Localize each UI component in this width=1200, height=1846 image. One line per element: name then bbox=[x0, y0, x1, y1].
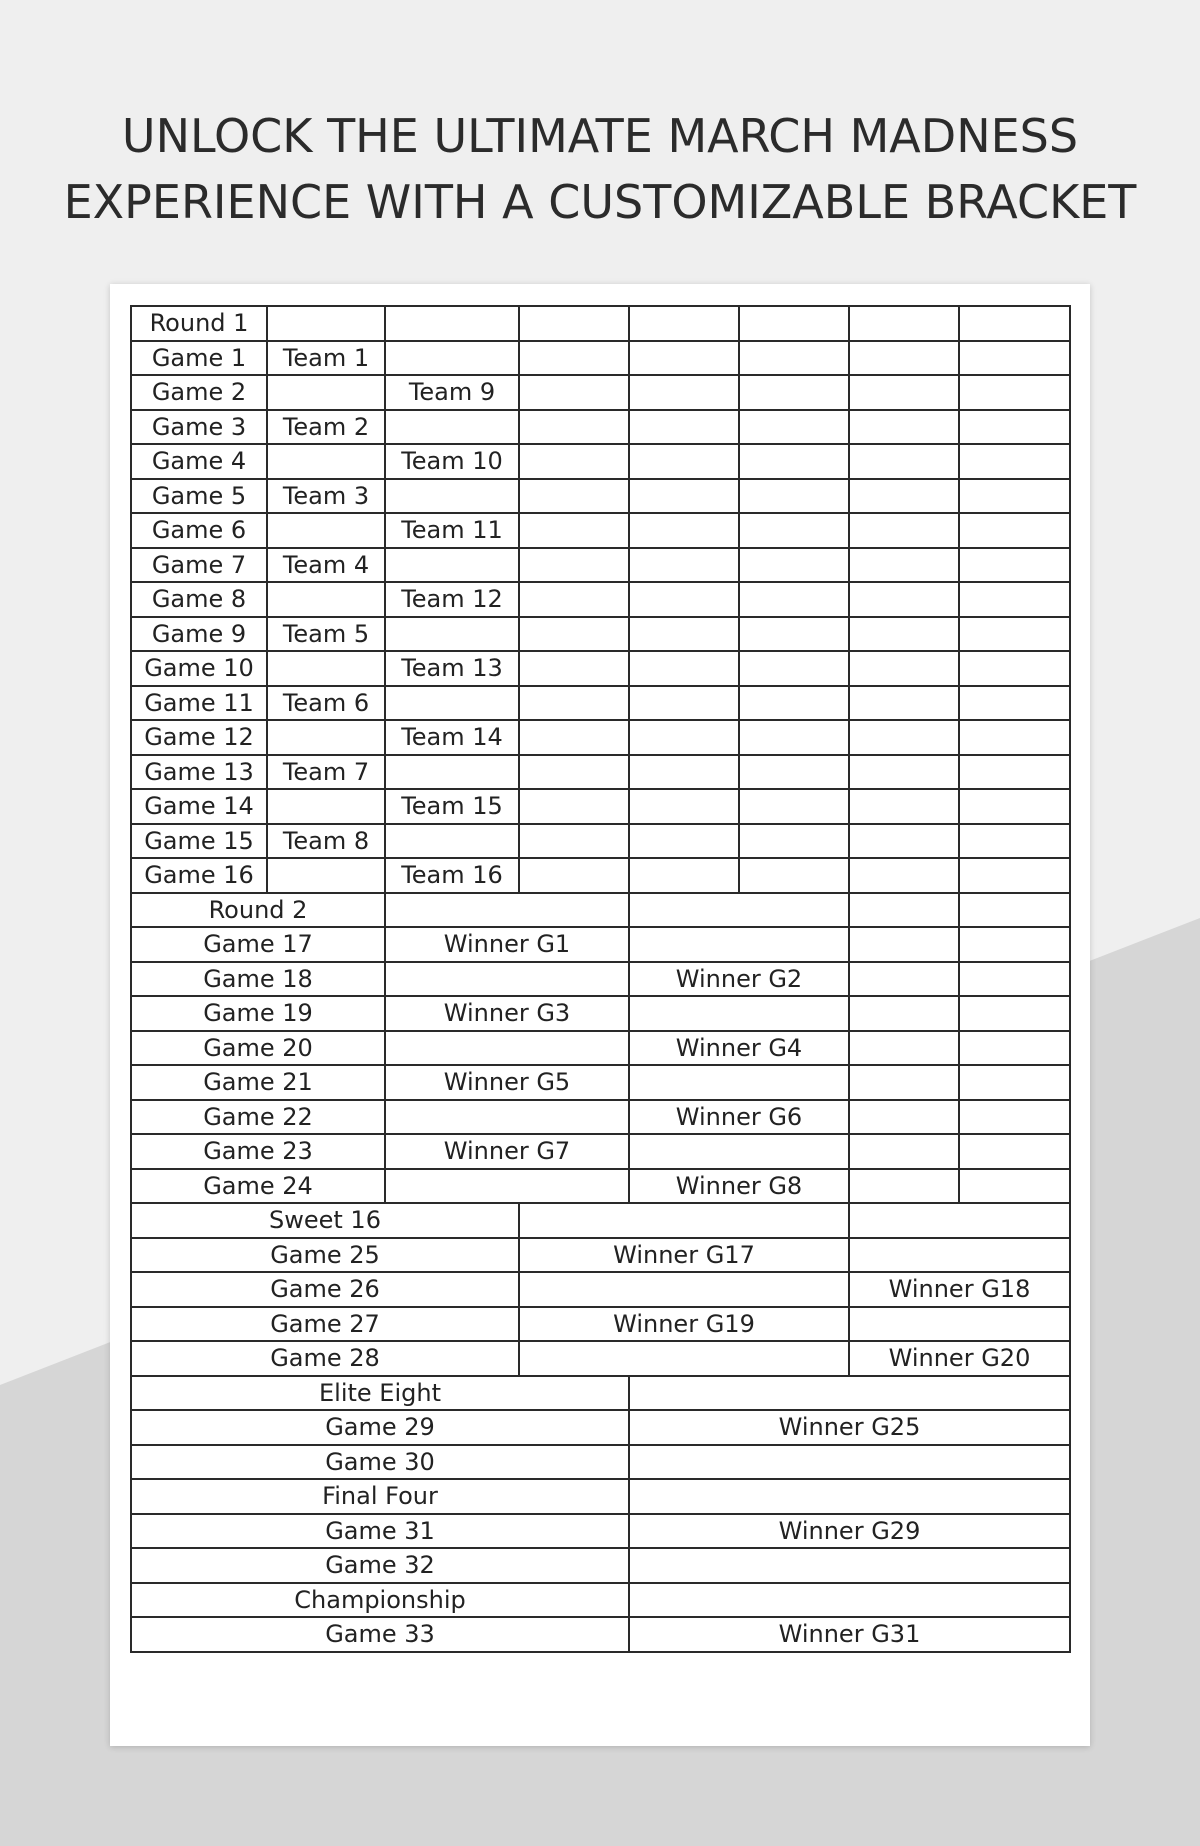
game-label: Game 29 bbox=[131, 1410, 629, 1445]
empty-cell[interactable] bbox=[267, 306, 385, 341]
empty-cell[interactable] bbox=[739, 582, 849, 617]
empty-cell[interactable] bbox=[849, 686, 959, 721]
game-label: Game 17 bbox=[131, 927, 385, 962]
game-label: Game 14 bbox=[131, 789, 267, 824]
team-cell[interactable]: Team 15 bbox=[385, 789, 519, 824]
empty-cell[interactable] bbox=[629, 1583, 1070, 1618]
empty-cell[interactable] bbox=[629, 686, 739, 721]
empty-cell[interactable] bbox=[739, 410, 849, 445]
winner-cell[interactable] bbox=[519, 1341, 849, 1376]
empty-cell[interactable] bbox=[519, 306, 629, 341]
team-cell[interactable]: Team 3 bbox=[267, 479, 385, 514]
table-row bbox=[131, 410, 1070, 445]
game-label: Game 23 bbox=[131, 1134, 385, 1169]
page-title-line-2: EXPERIENCE WITH A CUSTOMIZABLE BRACKET bbox=[63, 175, 1137, 229]
empty-cell[interactable] bbox=[629, 789, 739, 824]
winner-cell[interactable]: Winner G4 bbox=[629, 1031, 849, 1066]
table-row bbox=[131, 996, 1070, 1031]
empty-cell[interactable] bbox=[739, 617, 849, 652]
empty-cell[interactable] bbox=[739, 755, 849, 790]
game-label: Game 30 bbox=[131, 1445, 629, 1480]
empty-cell[interactable] bbox=[849, 582, 959, 617]
empty-cell[interactable] bbox=[849, 789, 959, 824]
empty-cell[interactable] bbox=[385, 306, 519, 341]
winner-cell[interactable]: Winner G20 bbox=[849, 1341, 1070, 1376]
game-label: Game 4 bbox=[131, 444, 267, 479]
team-cell[interactable] bbox=[385, 824, 519, 859]
empty-cell[interactable] bbox=[849, 513, 959, 548]
team-cell[interactable] bbox=[267, 582, 385, 617]
winner-cell[interactable]: Winner G8 bbox=[629, 1169, 849, 1204]
game-label: Game 28 bbox=[131, 1341, 519, 1376]
empty-cell[interactable] bbox=[519, 444, 629, 479]
team-cell[interactable]: Team 11 bbox=[385, 513, 519, 548]
table-row bbox=[131, 1031, 1070, 1066]
empty-cell[interactable] bbox=[629, 444, 739, 479]
table-row bbox=[131, 479, 1070, 514]
empty-cell[interactable] bbox=[629, 651, 739, 686]
empty-cell[interactable] bbox=[739, 686, 849, 721]
team-cell[interactable] bbox=[385, 617, 519, 652]
round2-header-row bbox=[131, 893, 1070, 928]
empty-cell[interactable] bbox=[519, 410, 629, 445]
empty-cell[interactable] bbox=[959, 1100, 1070, 1135]
empty-cell[interactable] bbox=[629, 513, 739, 548]
team-cell[interactable]: Team 6 bbox=[267, 686, 385, 721]
empty-cell[interactable] bbox=[629, 479, 739, 514]
empty-cell[interactable] bbox=[739, 444, 849, 479]
table-row bbox=[131, 962, 1070, 997]
game-label: Game 7 bbox=[131, 548, 267, 583]
team-cell[interactable] bbox=[267, 513, 385, 548]
game-label: Game 2 bbox=[131, 375, 267, 410]
table-row bbox=[131, 375, 1070, 410]
empty-cell[interactable] bbox=[629, 617, 739, 652]
empty-cell[interactable] bbox=[629, 1479, 1070, 1514]
team-cell[interactable]: Team 8 bbox=[267, 824, 385, 859]
empty-cell[interactable] bbox=[519, 375, 629, 410]
empty-cell[interactable] bbox=[629, 341, 739, 376]
empty-cell[interactable] bbox=[519, 755, 629, 790]
team-cell[interactable] bbox=[385, 479, 519, 514]
team-cell[interactable]: Team 12 bbox=[385, 582, 519, 617]
table-row bbox=[131, 651, 1070, 686]
winner-cell[interactable] bbox=[849, 1307, 1070, 1342]
empty-cell[interactable] bbox=[959, 1031, 1070, 1066]
table-row bbox=[131, 789, 1070, 824]
team-cell[interactable]: Team 13 bbox=[385, 651, 519, 686]
empty-cell[interactable] bbox=[739, 720, 849, 755]
table-row bbox=[131, 582, 1070, 617]
round1-header-row bbox=[131, 306, 1070, 341]
table-row bbox=[131, 1272, 1070, 1307]
empty-cell[interactable] bbox=[519, 513, 629, 548]
final4-header-row bbox=[131, 1479, 1070, 1514]
page-title-line-1: UNLOCK THE ULTIMATE MARCH MADNESS bbox=[121, 109, 1079, 163]
empty-cell[interactable] bbox=[849, 375, 959, 410]
empty-cell[interactable] bbox=[959, 996, 1070, 1031]
table-row bbox=[131, 1307, 1070, 1342]
empty-cell[interactable] bbox=[959, 513, 1070, 548]
empty-cell[interactable] bbox=[519, 686, 629, 721]
game-label: Game 13 bbox=[131, 755, 267, 790]
empty-cell[interactable] bbox=[629, 306, 739, 341]
winner-cell[interactable]: Winner G6 bbox=[629, 1100, 849, 1135]
empty-cell[interactable] bbox=[959, 755, 1070, 790]
empty-cell[interactable] bbox=[629, 375, 739, 410]
sweet16-header-row bbox=[131, 1203, 1070, 1238]
empty-cell[interactable] bbox=[385, 893, 629, 928]
empty-cell[interactable] bbox=[849, 617, 959, 652]
empty-cell[interactable] bbox=[739, 858, 849, 893]
empty-cell[interactable] bbox=[849, 306, 959, 341]
empty-cell[interactable] bbox=[629, 720, 739, 755]
empty-cell[interactable] bbox=[739, 513, 849, 548]
winner-cell[interactable] bbox=[629, 1445, 1070, 1480]
empty-cell[interactable] bbox=[849, 1203, 1070, 1238]
table-row bbox=[131, 755, 1070, 790]
team-cell[interactable] bbox=[385, 341, 519, 376]
winner-cell[interactable] bbox=[385, 1031, 629, 1066]
game-label: Game 27 bbox=[131, 1307, 519, 1342]
team-cell[interactable] bbox=[267, 375, 385, 410]
table-row bbox=[131, 1238, 1070, 1273]
empty-cell[interactable] bbox=[629, 755, 739, 790]
empty-cell[interactable] bbox=[519, 824, 629, 859]
empty-cell[interactable] bbox=[959, 617, 1070, 652]
empty-cell[interactable] bbox=[849, 893, 959, 928]
empty-cell[interactable] bbox=[959, 858, 1070, 893]
table-row bbox=[131, 1100, 1070, 1135]
team-cell[interactable]: Team 14 bbox=[385, 720, 519, 755]
empty-cell[interactable] bbox=[849, 755, 959, 790]
empty-cell[interactable] bbox=[519, 479, 629, 514]
empty-cell[interactable] bbox=[849, 341, 959, 376]
empty-cell[interactable] bbox=[519, 582, 629, 617]
championship-header-row bbox=[131, 1583, 1070, 1618]
game-label: Game 21 bbox=[131, 1065, 385, 1100]
table-row bbox=[131, 858, 1070, 893]
game-label: Game 19 bbox=[131, 996, 385, 1031]
empty-cell[interactable] bbox=[959, 1134, 1070, 1169]
table-row bbox=[131, 444, 1070, 479]
winner-cell[interactable]: Winner G19 bbox=[519, 1307, 849, 1342]
empty-cell[interactable] bbox=[739, 548, 849, 583]
winner-cell[interactable]: Winner G5 bbox=[385, 1065, 629, 1100]
winner-cell[interactable]: Winner G7 bbox=[385, 1134, 629, 1169]
table-row bbox=[131, 1410, 1070, 1445]
empty-cell[interactable] bbox=[519, 341, 629, 376]
empty-cell[interactable] bbox=[739, 306, 849, 341]
empty-cell[interactable] bbox=[959, 444, 1070, 479]
empty-cell[interactable] bbox=[629, 548, 739, 583]
table-row bbox=[131, 1134, 1070, 1169]
team-cell[interactable] bbox=[267, 651, 385, 686]
empty-cell[interactable] bbox=[959, 962, 1070, 997]
team-cell[interactable] bbox=[267, 858, 385, 893]
empty-cell[interactable] bbox=[959, 1065, 1070, 1100]
round-label: Final Four bbox=[131, 1479, 629, 1514]
round-label: Championship bbox=[131, 1583, 629, 1618]
winner-cell[interactable]: Winner G29 bbox=[629, 1514, 1070, 1549]
empty-cell[interactable] bbox=[959, 686, 1070, 721]
empty-cell[interactable] bbox=[849, 996, 959, 1031]
table-row bbox=[131, 1065, 1070, 1100]
empty-cell[interactable] bbox=[629, 893, 849, 928]
bracket-sheet bbox=[110, 284, 1090, 1746]
table-row bbox=[131, 686, 1070, 721]
team-cell[interactable]: Team 9 bbox=[385, 375, 519, 410]
round-label: Round 1 bbox=[131, 306, 267, 341]
game-label: Game 20 bbox=[131, 1031, 385, 1066]
winner-cell[interactable] bbox=[629, 927, 849, 962]
team-cell[interactable] bbox=[267, 789, 385, 824]
winner-cell[interactable] bbox=[385, 1169, 629, 1204]
winner-cell[interactable]: Winner G25 bbox=[629, 1410, 1070, 1445]
winner-cell[interactable]: Winner G2 bbox=[629, 962, 849, 997]
round-label: Elite Eight bbox=[131, 1376, 629, 1411]
winner-cell[interactable]: Winner G3 bbox=[385, 996, 629, 1031]
round-label: Sweet 16 bbox=[131, 1203, 519, 1238]
game-label: Game 24 bbox=[131, 1169, 385, 1204]
table-row bbox=[131, 341, 1070, 376]
team-cell[interactable] bbox=[385, 686, 519, 721]
empty-cell[interactable] bbox=[849, 824, 959, 859]
empty-cell[interactable] bbox=[959, 927, 1070, 962]
game-label: Game 32 bbox=[131, 1548, 629, 1583]
empty-cell[interactable] bbox=[739, 479, 849, 514]
empty-cell[interactable] bbox=[739, 789, 849, 824]
empty-cell[interactable] bbox=[959, 893, 1070, 928]
game-label: Game 5 bbox=[131, 479, 267, 514]
empty-cell[interactable] bbox=[739, 341, 849, 376]
table-row bbox=[131, 1548, 1070, 1583]
empty-cell[interactable] bbox=[959, 306, 1070, 341]
team-cell[interactable] bbox=[267, 720, 385, 755]
empty-cell[interactable] bbox=[959, 548, 1070, 583]
team-cell[interactable] bbox=[385, 410, 519, 445]
table-row bbox=[131, 1169, 1070, 1204]
game-label: Game 10 bbox=[131, 651, 267, 686]
game-label: Game 11 bbox=[131, 686, 267, 721]
winner-cell[interactable]: Winner G1 bbox=[385, 927, 629, 962]
empty-cell[interactable] bbox=[959, 479, 1070, 514]
table-row bbox=[131, 548, 1070, 583]
winner-cell[interactable] bbox=[629, 1548, 1070, 1583]
winner-cell[interactable] bbox=[385, 962, 629, 997]
game-label: Game 9 bbox=[131, 617, 267, 652]
empty-cell[interactable] bbox=[519, 720, 629, 755]
table-row bbox=[131, 824, 1070, 859]
winner-cell[interactable] bbox=[629, 1134, 849, 1169]
empty-cell[interactable] bbox=[849, 927, 959, 962]
bracket-table bbox=[130, 305, 1071, 1653]
empty-cell[interactable] bbox=[959, 824, 1070, 859]
game-label: Game 33 bbox=[131, 1617, 629, 1652]
team-cell[interactable] bbox=[385, 755, 519, 790]
winner-cell[interactable]: Winner G18 bbox=[849, 1272, 1070, 1307]
empty-cell[interactable] bbox=[849, 1100, 959, 1135]
team-cell[interactable]: Team 10 bbox=[385, 444, 519, 479]
empty-cell[interactable] bbox=[849, 410, 959, 445]
game-label: Game 8 bbox=[131, 582, 267, 617]
empty-cell[interactable] bbox=[739, 824, 849, 859]
winner-cell[interactable] bbox=[385, 1100, 629, 1135]
empty-cell[interactable] bbox=[629, 410, 739, 445]
empty-cell[interactable] bbox=[629, 858, 739, 893]
empty-cell[interactable] bbox=[849, 548, 959, 583]
empty-cell[interactable] bbox=[959, 789, 1070, 824]
empty-cell[interactable] bbox=[849, 1134, 959, 1169]
empty-cell[interactable] bbox=[519, 651, 629, 686]
empty-cell[interactable] bbox=[959, 582, 1070, 617]
game-label: Game 3 bbox=[131, 410, 267, 445]
table-row bbox=[131, 1514, 1070, 1549]
empty-cell[interactable] bbox=[849, 651, 959, 686]
winner-cell[interactable] bbox=[849, 1238, 1070, 1273]
team-cell[interactable] bbox=[267, 444, 385, 479]
team-cell[interactable]: Team 16 bbox=[385, 858, 519, 893]
game-label: Game 22 bbox=[131, 1100, 385, 1135]
winner-cell[interactable] bbox=[519, 1272, 849, 1307]
empty-cell[interactable] bbox=[959, 375, 1070, 410]
game-label: Game 25 bbox=[131, 1238, 519, 1273]
empty-cell[interactable] bbox=[739, 375, 849, 410]
empty-cell[interactable] bbox=[849, 1031, 959, 1066]
game-label: Game 26 bbox=[131, 1272, 519, 1307]
round-label: Round 2 bbox=[131, 893, 385, 928]
team-cell[interactable]: Team 5 bbox=[267, 617, 385, 652]
empty-cell[interactable] bbox=[629, 582, 739, 617]
game-label: Game 18 bbox=[131, 962, 385, 997]
empty-cell[interactable] bbox=[959, 410, 1070, 445]
elite8-header-row bbox=[131, 1376, 1070, 1411]
table-row bbox=[131, 617, 1070, 652]
empty-cell[interactable] bbox=[959, 341, 1070, 376]
team-cell[interactable]: Team 7 bbox=[267, 755, 385, 790]
empty-cell[interactable] bbox=[519, 858, 629, 893]
empty-cell[interactable] bbox=[739, 651, 849, 686]
game-label: Game 1 bbox=[131, 341, 267, 376]
bracket-body bbox=[131, 306, 1070, 1652]
page-title bbox=[0, 103, 1200, 235]
empty-cell[interactable] bbox=[849, 1169, 959, 1204]
winner-cell[interactable]: Winner G17 bbox=[519, 1238, 849, 1273]
game-label: Game 16 bbox=[131, 858, 267, 893]
empty-cell[interactable] bbox=[849, 962, 959, 997]
table-row bbox=[131, 927, 1070, 962]
empty-cell[interactable] bbox=[849, 1065, 959, 1100]
team-cell[interactable]: Team 1 bbox=[267, 341, 385, 376]
empty-cell[interactable] bbox=[849, 444, 959, 479]
game-label: Game 31 bbox=[131, 1514, 629, 1549]
team-cell[interactable] bbox=[385, 548, 519, 583]
table-row bbox=[131, 1617, 1070, 1652]
winner-cell[interactable]: Winner G31 bbox=[629, 1617, 1070, 1652]
empty-cell[interactable] bbox=[959, 1169, 1070, 1204]
empty-cell[interactable] bbox=[519, 1203, 849, 1238]
empty-cell[interactable] bbox=[959, 720, 1070, 755]
game-label: Game 6 bbox=[131, 513, 267, 548]
table-row bbox=[131, 1341, 1070, 1376]
team-cell[interactable]: Team 4 bbox=[267, 548, 385, 583]
empty-cell[interactable] bbox=[629, 1376, 1070, 1411]
team-cell[interactable]: Team 2 bbox=[267, 410, 385, 445]
empty-cell[interactable] bbox=[519, 789, 629, 824]
empty-cell[interactable] bbox=[849, 858, 959, 893]
winner-cell[interactable] bbox=[629, 996, 849, 1031]
empty-cell[interactable] bbox=[629, 824, 739, 859]
table-row bbox=[131, 720, 1070, 755]
empty-cell[interactable] bbox=[519, 548, 629, 583]
game-label: Game 15 bbox=[131, 824, 267, 859]
table-row bbox=[131, 513, 1070, 548]
empty-cell[interactable] bbox=[849, 479, 959, 514]
empty-cell[interactable] bbox=[519, 617, 629, 652]
game-label: Game 12 bbox=[131, 720, 267, 755]
empty-cell[interactable] bbox=[849, 720, 959, 755]
empty-cell[interactable] bbox=[959, 651, 1070, 686]
winner-cell[interactable] bbox=[629, 1065, 849, 1100]
table-row bbox=[131, 1445, 1070, 1480]
